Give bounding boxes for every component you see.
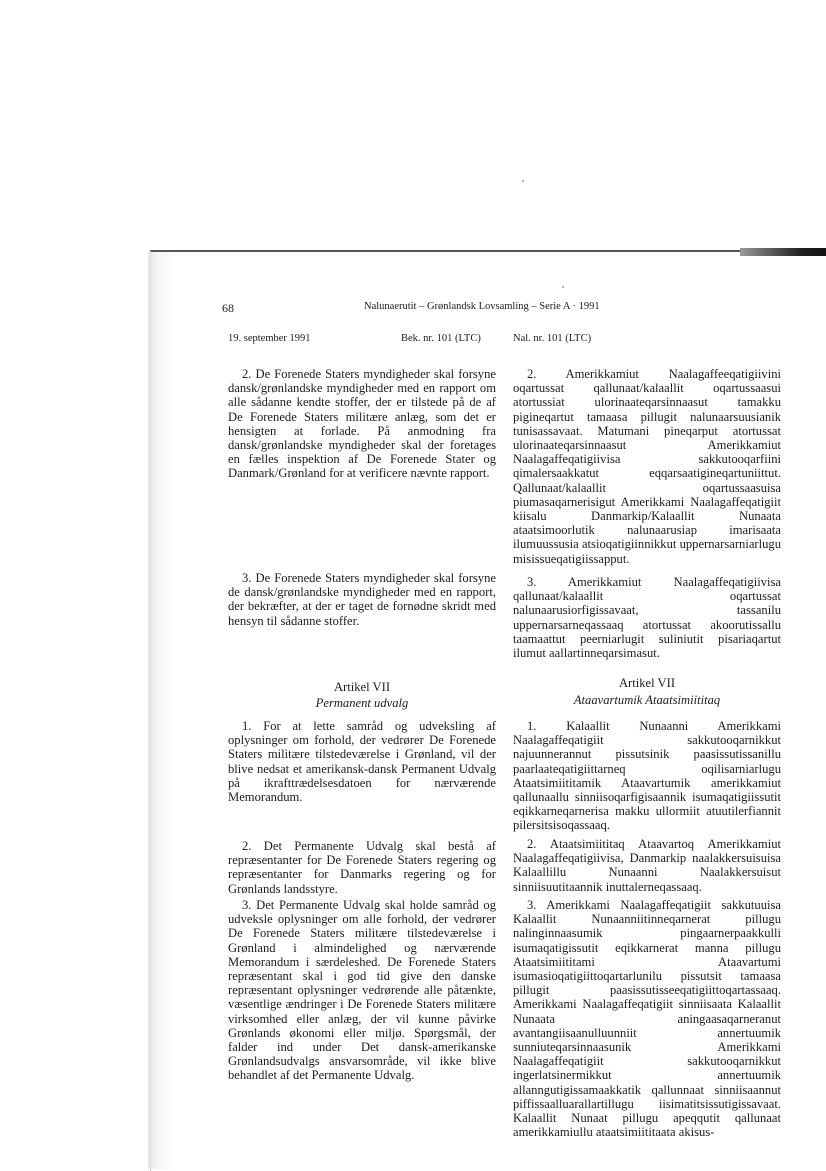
left-date: 19. september 1991 <box>228 333 311 344</box>
right-paragraph-3: 3. Amerikkamiut Naalagaffeqatigiivisa qallunaat/kalaallit oqartussat nalunaarusiorfigissavaat, tassanilu uppernarsarneqassaaq atortussat akoorutissallu taamaattut peerniarlugit suliniutit pisariaqartut ilumut aallartinneqarsimasut. <box>513 575 781 661</box>
scan-edge-shadow <box>148 252 176 1169</box>
right-article-paragraph-3: 3. Amerikkami Naalagaffeqatigiit sakkutuuisa Kalaallit Nunaanniitinneqarnerat pillugu nalinginnaasumik pingaarnerpaakkulli isumaqatigissutit eqikkarnerat manna pillugu Ataatsimiititami Ataavartumi isumasioqatigiittoqartarlunilu pissutsit tamaasa pillugit paasissutisseeqatigiittoqartassaaq. Amerikkami Naalagaffeqatigiit sinniisaata Kalaallit Nunaata aningaasaqarneranut avantangiisaanulluunniit annertuumik sunniuteqarsinnaasunik Amerikkami Naalagaffeqatigiit sakkutooqarnikkut ingerlatsinermikkut annertuumik allanngutigissamaakkatik qallunnaat sinniisaannut piffissaalluarallartillugu iisimatitsissutigissavaat. Kalaallit Nunaat pillugu apeqqutit qallunaat amerikkamiullu ataatsimiititaata akisus- <box>513 898 781 1140</box>
left-paragraph-2: 2. De Forenede Staters myndigheder skal forsyne dansk/grønlandske myndigheder med en rapport om alle sådanne kendte stoffer, der er tilstede på de af De Forenede Staters militære anlæg, som det er hensigten at forlade. På anmodning fra dansk/grønlandske myndigheder skal der foretages en fælles inspektion af De Forenede Stater og Danmark/Grønland for at verificere nævnte rapport. <box>228 367 496 481</box>
scan-edge-dark-corner <box>740 248 826 256</box>
scan-speck <box>522 180 524 182</box>
right-article-paragraph-1: 1. Kalaallit Nunaanni Amerikkami Naalagaffeqatigiit sakkutooqarnikkut najuunnerannut pissutsinik paasissutissanillu paarlaateqatigiittarneq oqilisarniarlugu Ataatsimiititamik Ataavartumik amerikkamiut qallunaallu sinniisoqarfigisaannik isumaqatigiissutit eqikkarneqarnerisa makku ullormiit atuutilerfiannit pilersitsisoqassaaq. <box>513 719 781 833</box>
right-article-title: Artikel VII <box>618 676 676 690</box>
left-article-paragraph-1: 1. For at lette samråd og udveksling af oplysninger om forhold, der vedrører De Forenede Staters militære tilstedeværelse i Grønland, vil der blive nedsat et amerikansk-dansk Permanent Udvalg på ikrafttrædelsesdatoen for nærværende Memorandum. <box>228 719 496 805</box>
left-paragraph-3: 3. De Forenede Staters myndigheder skal forsyne de dansk/grønlandske myndigheder med en rapport, der bekræfter, at der er taget de fornødne skridt med hensyn til sådanne stoffer. <box>228 571 496 628</box>
scan-speck <box>562 286 564 288</box>
running-header-title: Nalunaerutit – Grønlandsk Lovsamling – Serie A · 1991 <box>364 301 600 312</box>
left-article-subtitle: Permanent udvalg <box>315 696 409 710</box>
left-reference: Bek. nr. 101 (LTC) <box>401 333 481 344</box>
page-number: 68 <box>222 301 234 315</box>
right-reference: Nal. nr. 101 (LTC) <box>513 333 592 344</box>
left-article-title: Artikel VII <box>333 680 391 694</box>
right-paragraph-2: 2. Amerikkamiut Naalagaffeeqatigiivini oqartussat qallunaat/kalaallit oqartussaasui atortussiat ulorinaateqarsinnaasut tamakku pigineqartut tamaasa pillugit nalunaarsuusianik tunisassavaat. Matumani pineqarput atortussat ulorinaateqarsinnaasut Amerikkamiut Naalagaffeqatigiivisa sakkutooqarfiini qimalersaakkatut eqqarsaatigineqartuniittut. Qallunaat/kalaallit oqartussaasuisa piumasaqarnerisigut Amerikkami Naalagaffeqatigiit kiisalu Danmarkip/Kalaallit Nunaata ataatsimoorlutik nalunaarusiap imarisaata ilumuussusia atsioqatigiinnikkut uppernarsarniarlugu misissueqatigiissapput. <box>513 367 781 566</box>
left-article-paragraph-2: 2. Det Permanente Udvalg skal bestå af repræsentanter for De Forenede Staters regering og repræsentanter for Danmarks regering og for Grønlands landsstyre. <box>228 839 496 896</box>
left-article-paragraph-3: 3. Det Permanente Udvalg skal holde samråd og udveksle oplysninger om alle forhold, der vedrører De Forenede Staters militære tilstedeværelse i Grønland i almindelighed og nærværende Memorandum i særdeleshed. De Forenede Staters repræsentant skal i god tid give den danske repræsentant oplysninger vedrørende alle påtænkte, væsentlige ændringer i De Forenede Staters militære virksomhed eller anlæg, der vil kunne påvirke Grønlands økonomi eller miljø. Spørgsmål, der falder ind under Det dansk-amerikanske Grønlandsudvalgs ansvarsområde, vil ikke blive behandlet af det Permanente Udvalg. <box>228 898 496 1083</box>
right-article-paragraph-2: 2. Ataatsimiititaq Ataavartoq Amerikkamiut Naalagaffeqatigiivisa, Danmarkip naalakkersuisuisa Kalaallillu Nunaanni Naalakkersuisut sinniisuutitaannik inuttalerneqassaaq. <box>513 837 781 894</box>
right-article-subtitle: Ataavartumik Ataatsimiititaq <box>573 693 721 707</box>
